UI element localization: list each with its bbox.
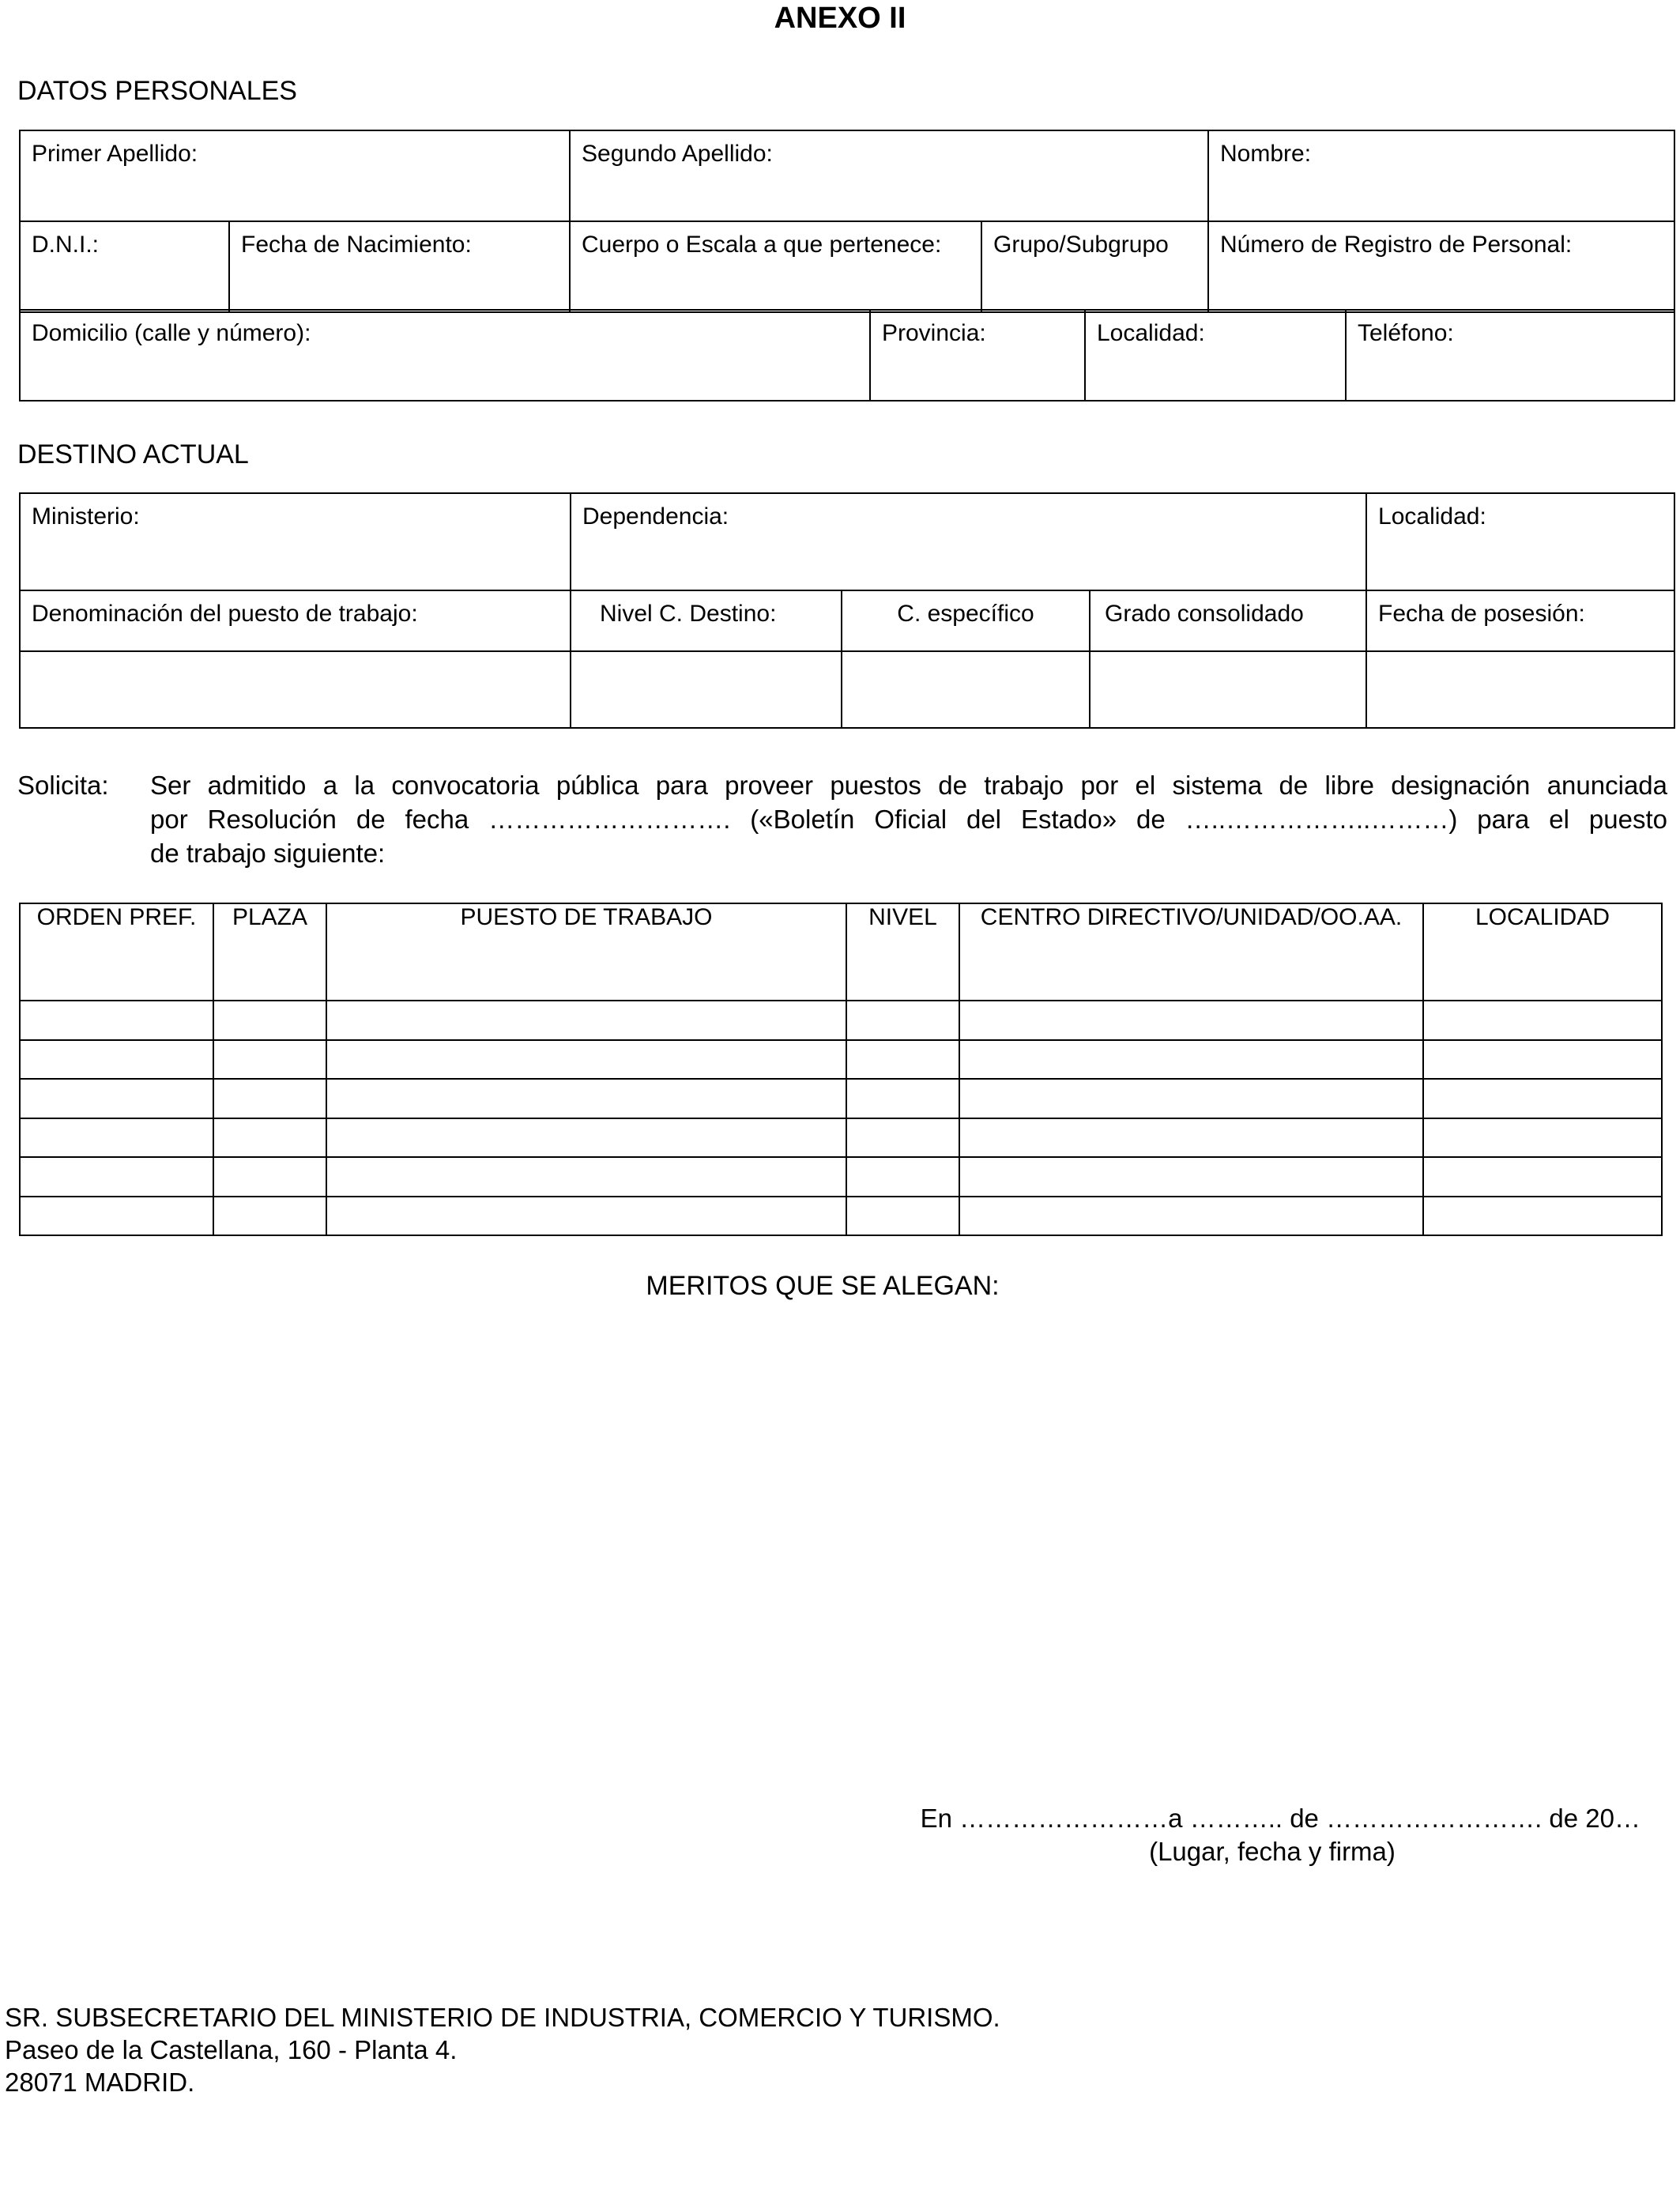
header-nivel: NIVEL bbox=[846, 903, 959, 1001]
plazas-table bbox=[19, 903, 1663, 1236]
ministerio-label: Ministerio: bbox=[32, 503, 140, 530]
table-cell[interactable] bbox=[959, 1118, 1423, 1158]
table-cell[interactable] bbox=[213, 1040, 326, 1080]
segundo-apellido-label: Segundo Apellido: bbox=[582, 141, 773, 167]
header-plaza: PLAZA bbox=[213, 903, 326, 1001]
domicilio-label: Domicilio (calle y número): bbox=[32, 320, 311, 346]
cuerpo-field[interactable] bbox=[570, 221, 981, 312]
primer-apellido-label: Primer Apellido: bbox=[32, 141, 198, 167]
table-cell[interactable] bbox=[326, 1040, 846, 1080]
solicitud-text bbox=[150, 768, 1667, 870]
localidad-label: Localidad: bbox=[1097, 320, 1205, 346]
destinatario-line-3: 28071 MADRID. bbox=[5, 2068, 195, 2097]
especifico-header bbox=[842, 590, 1090, 651]
personal-address-table bbox=[19, 309, 1675, 401]
table-cell[interactable] bbox=[846, 1157, 959, 1197]
table-cell[interactable] bbox=[846, 1040, 959, 1080]
table-cell[interactable] bbox=[846, 1118, 959, 1158]
solicitud-line-1: Ser admitido a la convocatoria pública para proveer puestos de trabajo por el sistema de libre designación anunciada bbox=[150, 771, 1667, 800]
table-cell[interactable] bbox=[213, 1197, 326, 1236]
table-cell[interactable] bbox=[959, 1001, 1423, 1040]
localidad-destino-label: Localidad: bbox=[1378, 503, 1486, 530]
dependencia-field[interactable] bbox=[571, 493, 1366, 590]
table-cell[interactable] bbox=[1423, 1001, 1662, 1040]
dni-label: D.N.I.: bbox=[32, 232, 100, 258]
nrp-label: Número de Registro de Personal: bbox=[1220, 232, 1573, 258]
solicitud-line-2: por Resolución de fecha ………………………. («Boletín Oficial del Estado» de …..……………..………) para el puesto bbox=[150, 805, 1667, 834]
table-cell[interactable] bbox=[20, 1040, 213, 1080]
provincia-field[interactable] bbox=[870, 310, 1085, 401]
table-cell[interactable] bbox=[1423, 1118, 1662, 1158]
provincia-label: Provincia: bbox=[882, 320, 986, 346]
table-cell[interactable] bbox=[846, 1079, 959, 1118]
telefono-label: Teléfono: bbox=[1358, 320, 1454, 346]
table-cell[interactable] bbox=[959, 1157, 1423, 1197]
table-row bbox=[20, 1157, 1662, 1197]
telefono-field[interactable] bbox=[1346, 310, 1674, 401]
denominacion-input[interactable] bbox=[20, 651, 571, 728]
section-heading-destino: DESTINO ACTUAL bbox=[17, 439, 249, 469]
destinatario-line-2: Paseo de la Castellana, 160 - Planta 4. bbox=[5, 2035, 458, 2064]
posesion-header bbox=[1366, 590, 1674, 651]
dependencia-label: Dependencia: bbox=[582, 503, 729, 530]
table-cell[interactable] bbox=[1423, 1079, 1662, 1118]
solicita-label: Solicita: bbox=[17, 771, 109, 800]
table-row bbox=[20, 1118, 1662, 1158]
primer-apellido-field[interactable] bbox=[20, 130, 570, 221]
meritos-heading: MERITOS QUE SE ALEGAN: bbox=[646, 1271, 1000, 1301]
table-cell[interactable] bbox=[213, 1079, 326, 1118]
header-localidad: LOCALIDAD bbox=[1423, 903, 1662, 1001]
fecha-line: En ……………………a ……….. de ……………………. de 20… bbox=[920, 1804, 1640, 1833]
table-cell[interactable] bbox=[213, 1157, 326, 1197]
section-heading-personal: DATOS PERSONALES bbox=[17, 76, 297, 106]
table-cell[interactable] bbox=[20, 1001, 213, 1040]
header-puesto-trabajo: PUESTO DE TRABAJO bbox=[326, 903, 846, 1001]
table-cell[interactable] bbox=[1423, 1040, 1662, 1080]
table-cell[interactable] bbox=[326, 1157, 846, 1197]
header-orden-pref: ORDEN PREF. bbox=[20, 903, 213, 1001]
table-row bbox=[20, 1197, 1662, 1236]
table-cell[interactable] bbox=[20, 1118, 213, 1158]
segundo-apellido-field[interactable] bbox=[570, 130, 1208, 221]
table-cell[interactable] bbox=[326, 1079, 846, 1118]
destino-table bbox=[19, 492, 1675, 729]
table-cell[interactable] bbox=[20, 1197, 213, 1236]
table-cell[interactable] bbox=[20, 1157, 213, 1197]
ministerio-field[interactable] bbox=[20, 493, 571, 590]
domicilio-field[interactable] bbox=[20, 310, 870, 401]
meritos-area[interactable] bbox=[19, 1312, 1661, 1778]
table-cell[interactable] bbox=[213, 1118, 326, 1158]
especifico-label: C. específico bbox=[897, 601, 1034, 627]
firma-hint: (Lugar, fecha y firma) bbox=[1149, 1837, 1396, 1866]
table-cell[interactable] bbox=[846, 1197, 959, 1236]
personal-data-table bbox=[19, 130, 1675, 313]
destinatario-line-1: SR. SUBSECRETARIO DEL MINISTERIO DE INDUSTRIA, COMERCIO Y TURISMO. bbox=[5, 2003, 1000, 2032]
grado-input[interactable] bbox=[1090, 651, 1366, 728]
solicitud-line-3: de trabajo siguiente: bbox=[150, 839, 386, 868]
table-cell[interactable] bbox=[213, 1001, 326, 1040]
grupo-label: Grupo/Subgrupo bbox=[993, 232, 1169, 258]
destinatario-block bbox=[5, 2001, 1000, 2098]
fecha-nacimiento-field[interactable] bbox=[229, 221, 570, 312]
table-cell[interactable] bbox=[1423, 1197, 1662, 1236]
grado-header bbox=[1090, 590, 1366, 651]
table-row bbox=[20, 1001, 1662, 1040]
nombre-field[interactable] bbox=[1208, 130, 1674, 221]
nombre-label: Nombre: bbox=[1220, 141, 1312, 167]
nivel-input[interactable] bbox=[571, 651, 842, 728]
grupo-field[interactable] bbox=[981, 221, 1208, 312]
plazas-rows bbox=[20, 1001, 1662, 1235]
especifico-input[interactable] bbox=[842, 651, 1090, 728]
dni-field[interactable] bbox=[20, 221, 229, 312]
table-cell[interactable] bbox=[326, 1001, 846, 1040]
denominacion-header bbox=[20, 590, 571, 651]
nivel-header bbox=[571, 590, 842, 651]
fecha-nacimiento-label: Fecha de Nacimiento: bbox=[241, 232, 472, 258]
table-cell[interactable] bbox=[959, 1079, 1423, 1118]
cuerpo-label: Cuerpo o Escala a que pertenece: bbox=[582, 232, 942, 258]
header-centro-directivo: CENTRO DIRECTIVO/UNIDAD/OO.AA. bbox=[959, 903, 1423, 1001]
table-row bbox=[20, 1079, 1662, 1118]
posesion-input[interactable] bbox=[1366, 651, 1674, 728]
localidad-destino-field[interactable] bbox=[1366, 493, 1674, 590]
localidad-field[interactable] bbox=[1085, 310, 1346, 401]
grado-label: Grado consolidado bbox=[1105, 601, 1304, 627]
table-cell[interactable] bbox=[1423, 1157, 1662, 1197]
table-row bbox=[20, 1040, 1662, 1080]
table-cell[interactable] bbox=[846, 1001, 959, 1040]
posesion-label: Fecha de posesión: bbox=[1378, 601, 1585, 627]
document-title: ANEXO II bbox=[774, 2, 906, 35]
table-cell[interactable] bbox=[326, 1118, 846, 1158]
table-cell[interactable] bbox=[959, 1197, 1423, 1236]
denominacion-label: Denominación del puesto de trabajo: bbox=[32, 601, 418, 627]
nivel-label: Nivel C. Destino: bbox=[600, 601, 777, 627]
table-cell[interactable] bbox=[326, 1197, 846, 1236]
table-cell[interactable] bbox=[20, 1079, 213, 1118]
nrp-field[interactable] bbox=[1208, 221, 1674, 312]
table-cell[interactable] bbox=[959, 1040, 1423, 1080]
